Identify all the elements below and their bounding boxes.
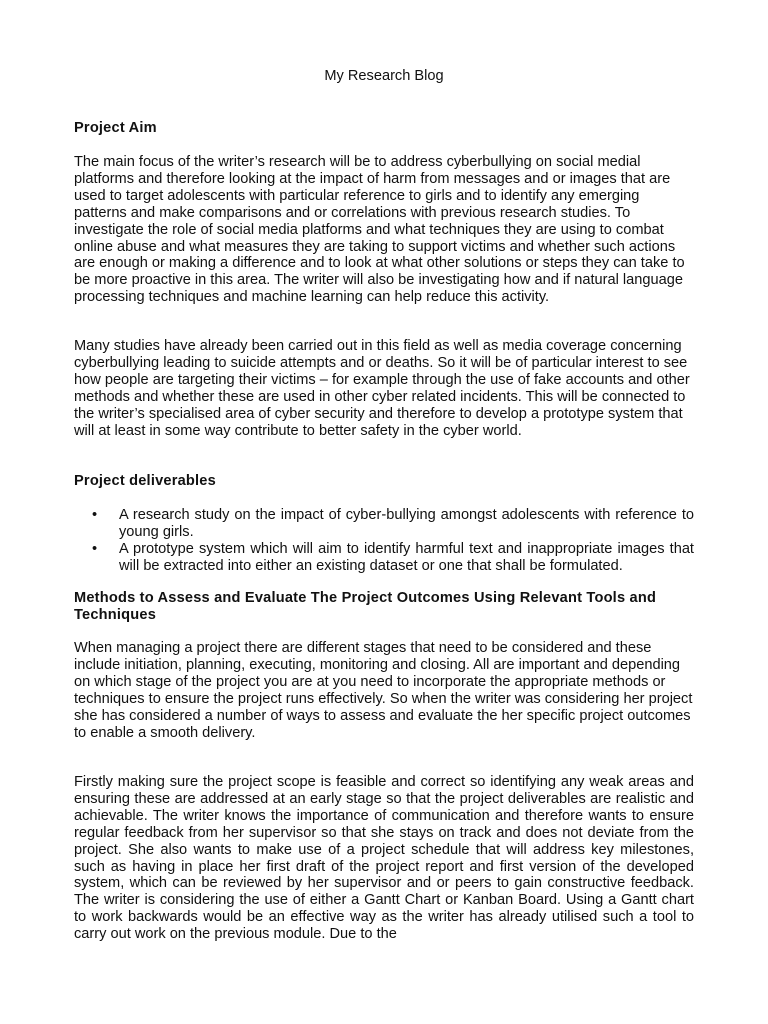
list-item-text: A research study on the impact of cyber-bullying amongst adolescents with reference to young girls.: [119, 507, 694, 540]
heading-methods: Methods to Assess and Evaluate The Project Outcomes Using Relevant Tools and Techniques: [74, 590, 657, 623]
paragraph-text: The main focus of the writer’s research will be to address cyberbullying on social medial platforms and therefore looking at the impact of harm from messages and or images that are used to target adolescents with particular reference to girls and to identify any emerging patterns and make comparisons and or correlations with previous research studies. To investigate the role of social media platforms and what techniques they are using to combat online abuse and what measures they are taking to support victims and whether such actions are enough or making a difference and to look at what other solutions or steps they can take to be more proactive in this area. The writer will also be investigating how and if natural language processing techniques and machine learning can help reduce this activity.: [74, 154, 685, 306]
paragraph-text: When managing a project there are different stages that need to be considered and these include initiation, planning, executing, monitoring and closing. All are important and depending on which stage of the project you are at you need to incorporate the appropriate methods or techniques to ensure the project runs effectively. So when the writer was considering her project she has considered a number of ways to assess and evaluate the her specific project outcomes to enable a smooth delivery.: [74, 640, 693, 741]
deliverables-list: [74, 507, 694, 575]
paragraph-text: Many studies have already been carried out in this field as well as media coverage concerning cyberbullying leading to suicide attempts and or deaths. So it will be of particular interest to see how people are targeting their victims – for example through the use of fake accounts and other methods and whether these are used in other cyber related incidents. This will be connected to the writer’s specialised area of cyber security and therefore to develop a prototype system that will at least in some way contribute to better safety in the cyber world.: [74, 338, 690, 439]
page-title: My Research Blog: [324, 68, 444, 84]
paragraph-many-studies: [74, 338, 694, 439]
paragraph-project-aim: [74, 154, 694, 306]
list-item: [74, 541, 694, 575]
heading-project-aim: Project Aim: [74, 120, 157, 136]
bullet-icon: •: [92, 507, 98, 523]
list-item-text: A prototype system which will aim to identify harmful text and inappropriate images that will be extracted into either an existing dataset or one that shall be formulated.: [119, 540, 694, 574]
list-item: [74, 507, 694, 541]
paragraph-firstly: [74, 774, 694, 943]
bullet-icon: •: [92, 540, 98, 557]
paragraph-managing-project: [74, 640, 694, 741]
paragraph-text: Firstly making sure the project scope is feasible and correct so identifying any weak areas and ensuring these are addressed at an early stage so that the project deliverables are realistic and achievable. The writer knows the importance of communication and therefore wants to ensure regular feedback from her supervisor so that she stays on track and does not deviate from the project. She also wants to make use of a project schedule that will address key milestones, such as having in place her first draft of the project report and first version of the developed system, which can be reviewed by her supervisor and or peers to gain constructive feedback. The writer is considering the use of either a Gantt Chart or Kanban Board. Using a Gantt chart to work backwards would be an effective way as the writer has already utilised such a tool to carry out work on the previous module. Due to the: [74, 774, 694, 943]
heading-project-deliverables: Project deliverables: [74, 473, 216, 489]
